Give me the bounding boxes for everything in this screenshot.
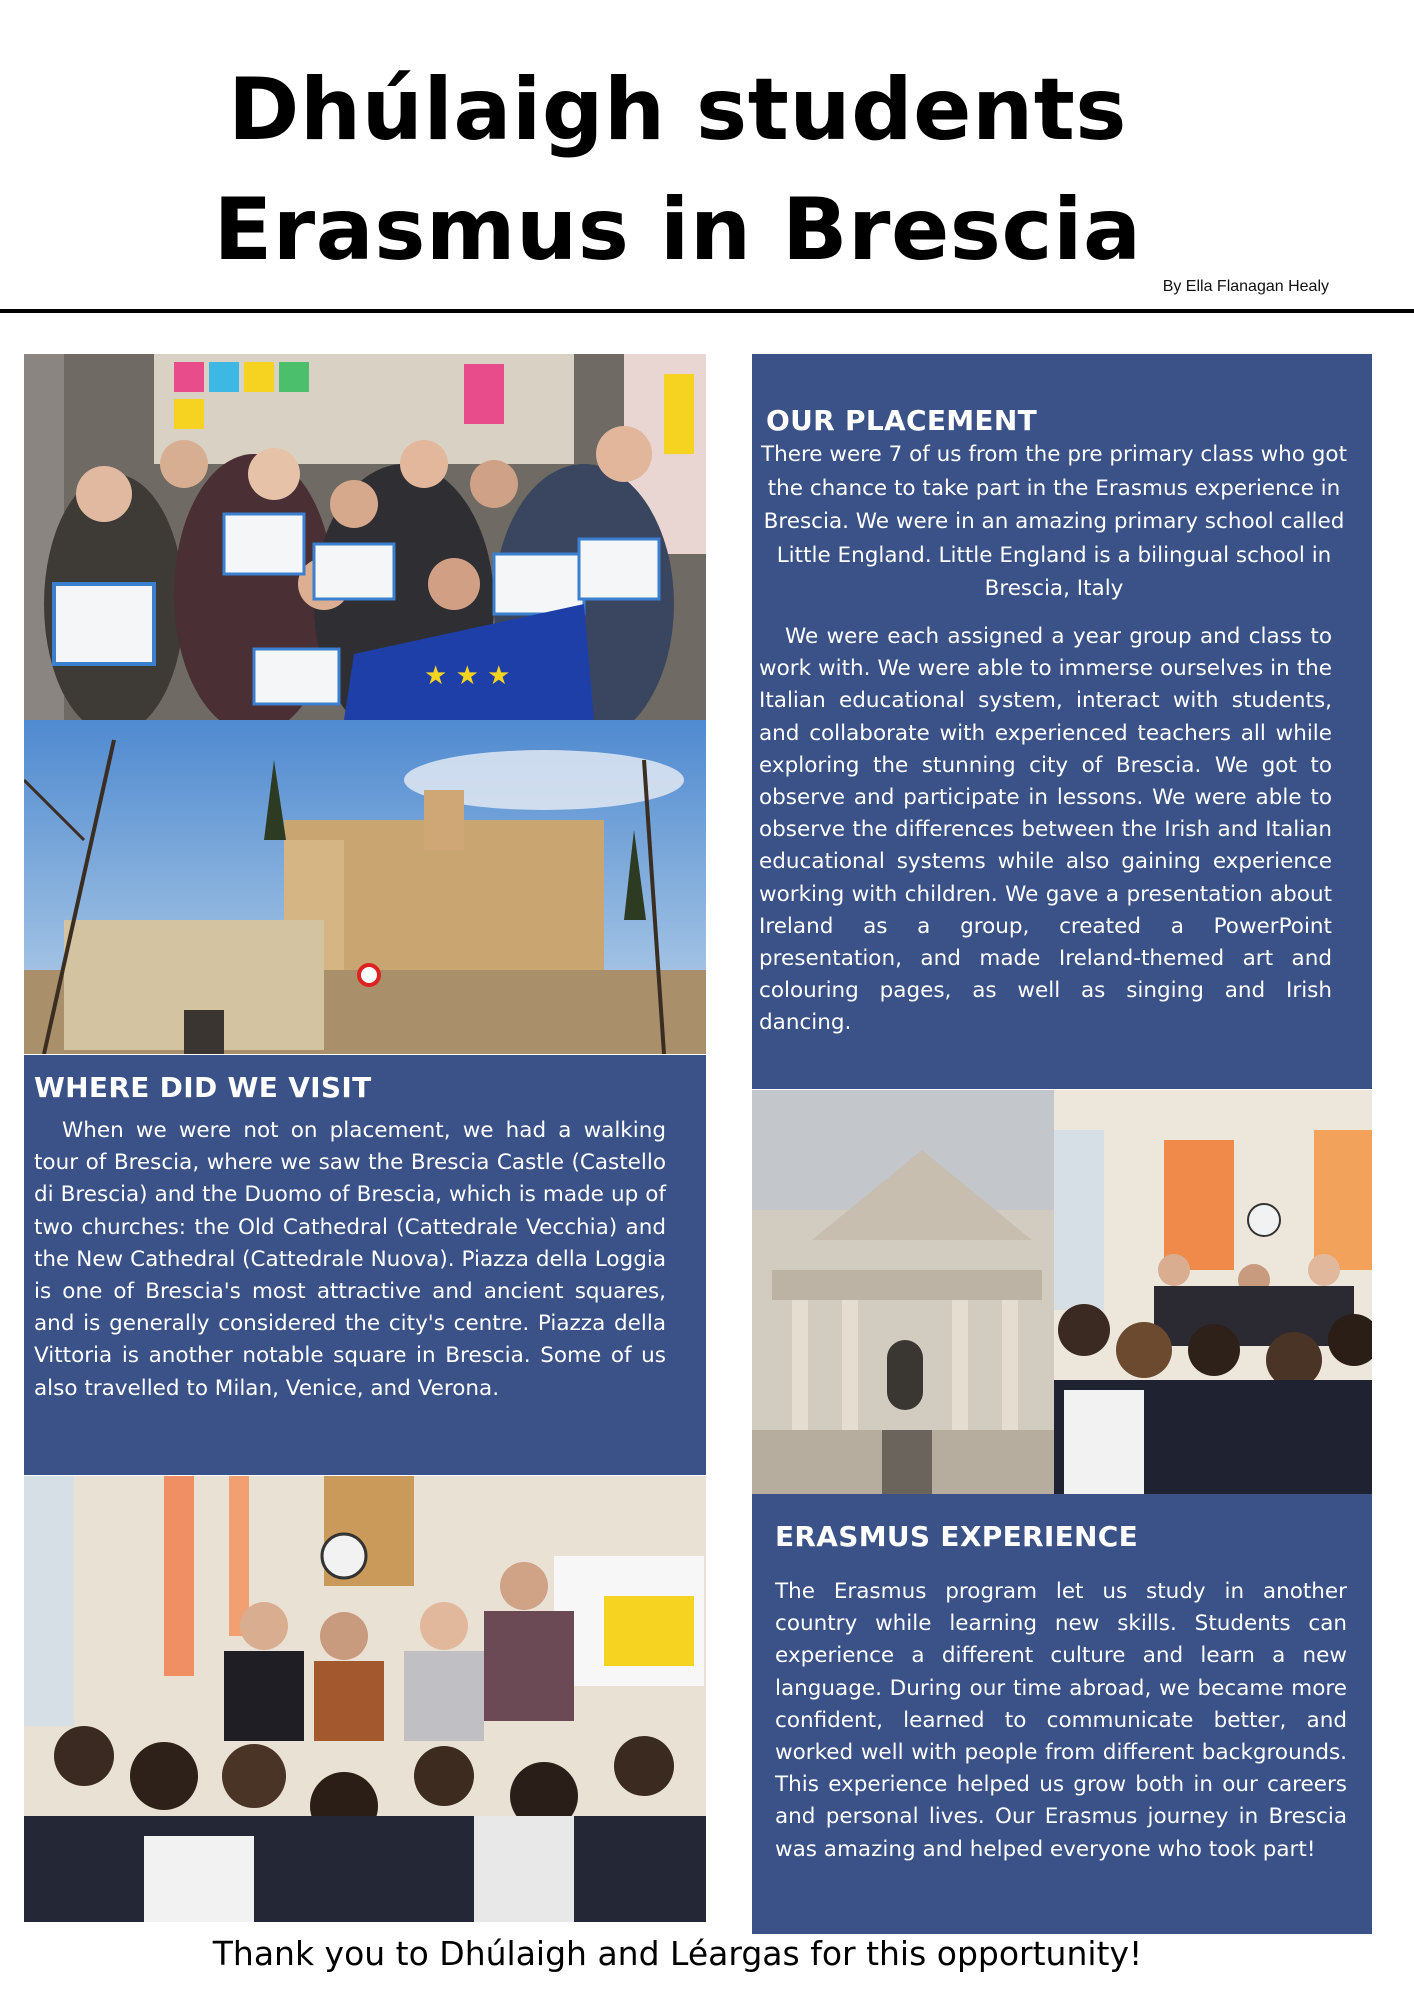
thank-you-footer: Thank you to Dhúlaigh and Léargas for this opportunity!	[212, 1934, 1143, 1973]
brescia-castle-photo	[24, 720, 706, 1054]
byline: By Ella Flanagan Healy	[1162, 278, 1329, 295]
svg-text:★ ★ ★: ★ ★ ★	[424, 661, 511, 691]
brescia-cathedral-photo	[752, 1090, 1054, 1494]
erasmus-experience-text: The Erasmus program let us study in another country while learning new skills. Students can experience a different culture and learn a new language. During our time abroad, we became more confident, learned to communicate better, and worked well with people from different backgrounds. This experience helped us grow both in our careers and personal lives. Our Erasmus journey in Brescia was amazing and helped everyone who took part!	[775, 1579, 1347, 1862]
title-line-2: Erasmus in Brescia	[213, 180, 1142, 280]
header-divider	[0, 309, 1414, 313]
our-placement-panel	[752, 354, 1372, 1089]
erasmus-experience-panel	[752, 1494, 1372, 1934]
where-did-we-visit-panel	[24, 1055, 706, 1475]
where-did-we-visit-heading: WHERE DID WE VISIT	[34, 1071, 372, 1104]
classroom-dancing-photo	[1054, 1090, 1372, 1494]
where-did-we-visit-text: When we were not on placement, we had a walking tour of Brescia, where we saw the Brescia Castle (Castello di Brescia) and the Duomo of Brescia, which is made up of two churches: the Old Cathedral (Cattedrale Vecchia) and the New Cathedral (Cattedrale Nuova). Piazza della Loggia is one of Brescia's most attractive and ancient squares, and is generally considered the city's centre. Piazza della Vittoria is another notable square in Brescia. Some of us also travelled to Milan, Venice, and Verona.	[34, 1118, 666, 1401]
our-placement-intro: There were 7 of us from the pre primary class who got the chance to take part in the Erasmus experience in Brescia. We were in an amazing primary school called Little England. Little England is a bilingual school in Brescia, Italy	[760, 442, 1348, 602]
group-certificates-photo	[24, 354, 706, 720]
page-title	[0, 50, 1355, 290]
erasmus-experience-heading: ERASMUS EXPERIENCE	[775, 1520, 1139, 1553]
title-line-1: Dhúlaigh students	[228, 60, 1127, 160]
our-placement-heading: OUR PLACEMENT	[766, 404, 1037, 437]
our-placement-text: We were each assigned a year group and class to work with. We were able to immerse ourselves in the Italian educational system, interact with students, and collaborate with experienced teachers all while exploring the stunning city of Brescia. We got to observe and participate in lessons. We were able to observe the differences between the Irish and Italian educational systems while also gaining experience working with children. We gave a presentation about Ireland as a group, created a PowerPoint presentation, and made Ireland-themed art and colouring pages, as well as singing and Irish dancing.	[759, 624, 1332, 1036]
classroom-singing-photo	[24, 1476, 706, 1922]
